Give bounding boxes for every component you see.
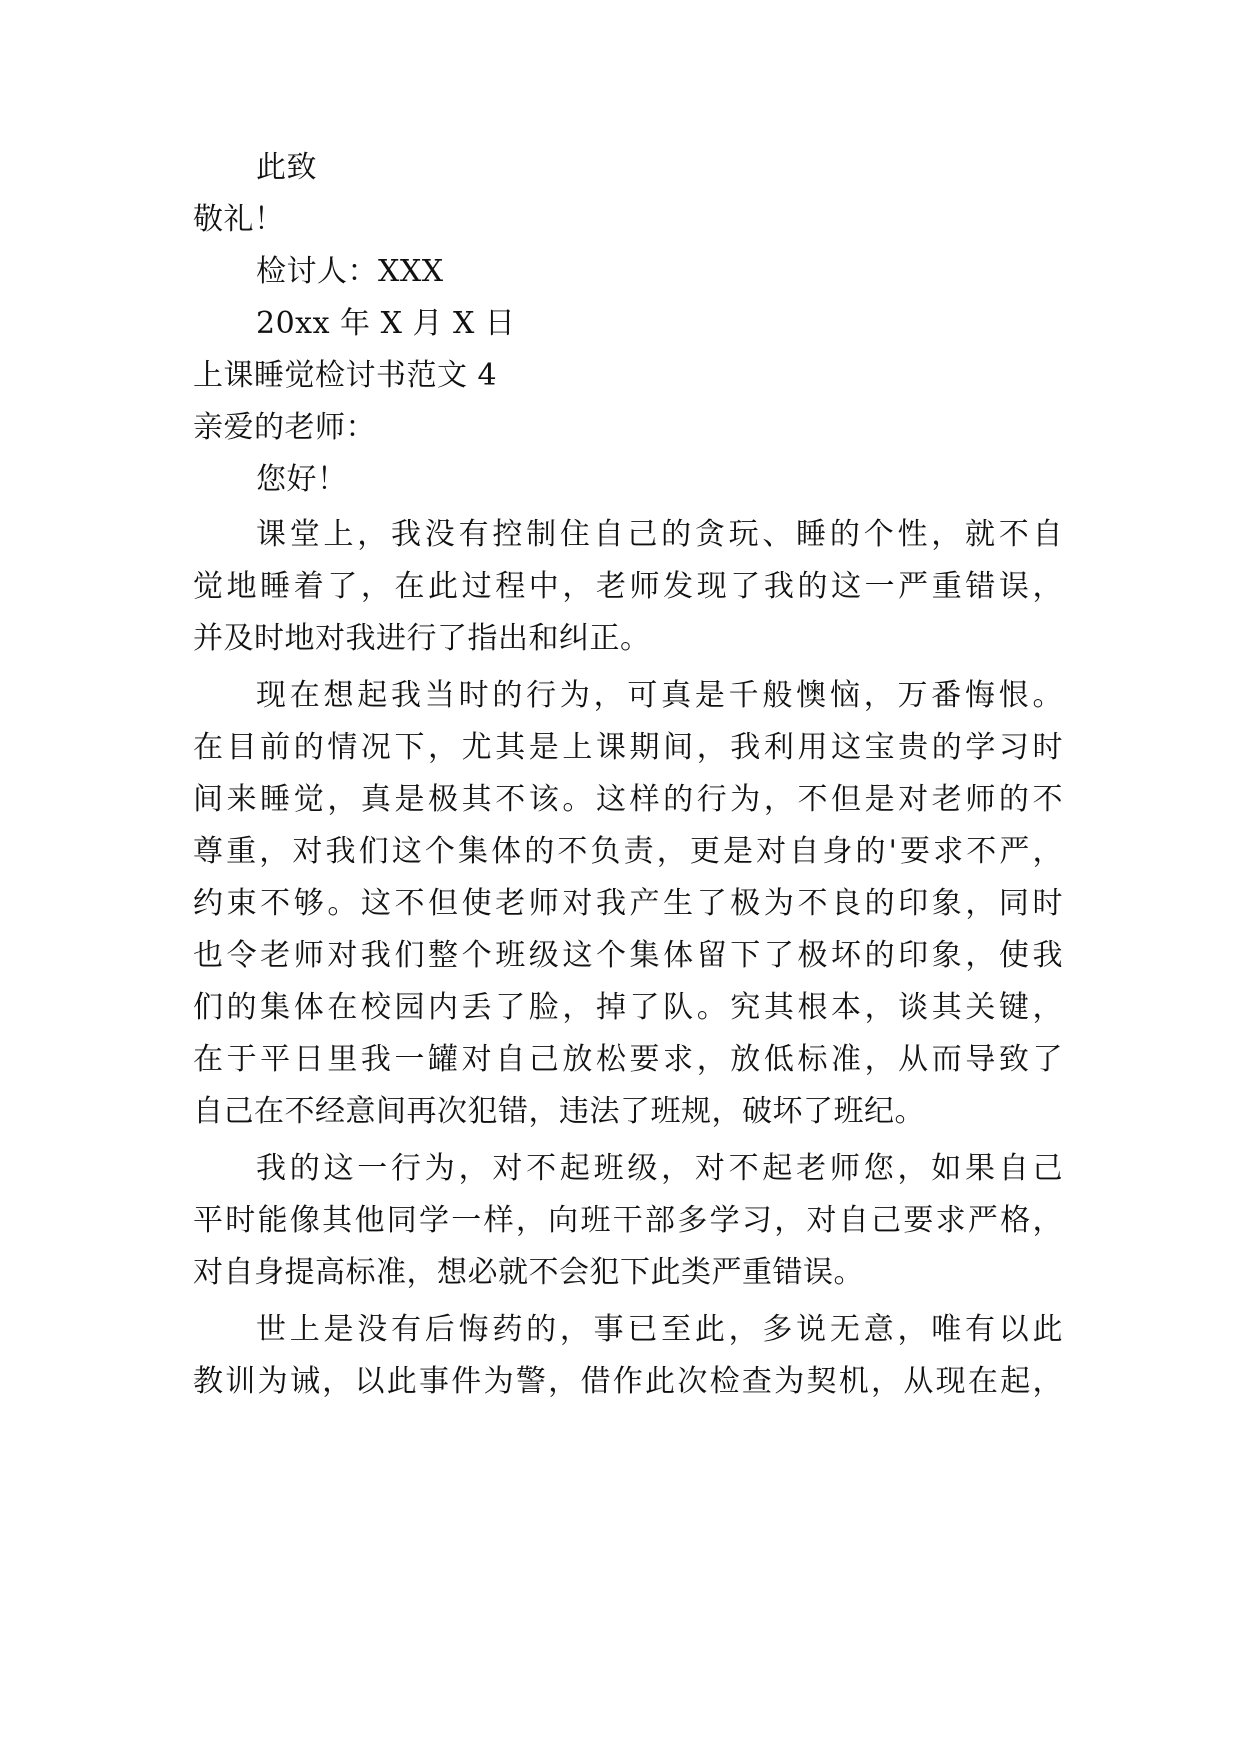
paragraph-2-line-1: 现在想起我当时的行为，可真是千般懊恼，万番悔恨。 — [256, 678, 1063, 713]
paragraph-4-line-2: 教训为诫，以此事件为警，借作此次检查为契机，从现在起， — [193, 1364, 1063, 1399]
paragraph-2-line-2: 在目前的情况下，尤其是上课期间，我利用这宝贵的学习时 — [193, 730, 1063, 765]
signer-line: 检讨人：XXX — [256, 254, 444, 289]
closing-jing-li: 敬礼！ — [193, 202, 285, 237]
salutation: 亲爱的老师： — [193, 410, 376, 445]
paragraph-1-line-1: 课堂上，我没有控制住自己的贪玩、睡的个性，就不自 — [256, 517, 1063, 552]
paragraph-2-line-5: 约束不够。这不但使老师对我产生了极为不良的印象，同时 — [193, 886, 1063, 921]
paragraph-3-line-2: 平时能像其他同学一样，向班干部多学习，对自己要求严格， — [193, 1203, 1063, 1238]
date-line: 20xx 年 X 月 X 日 — [256, 306, 516, 341]
paragraph-2-line-8: 在于平日里我一罐对自己放松要求，放低标准，从而导致了 — [193, 1042, 1063, 1077]
paragraph-1-line-3: 并及时地对我进行了指出和纠正。 — [193, 621, 651, 656]
paragraph-1-line-2: 觉地睡着了，在此过程中，老师发现了我的这一严重错误， — [193, 569, 1063, 604]
closing-ci-zhi: 此致 — [256, 150, 317, 185]
paragraph-3-line-3: 对自身提高标准，想必就不会犯下此类严重错误。 — [193, 1255, 864, 1290]
greeting: 您好！ — [256, 462, 348, 497]
paragraph-2-line-6: 也令老师对我们整个班级这个集体留下了极坏的印象，使我 — [193, 938, 1063, 973]
paragraph-2-line-7: 们的集体在校园内丢了脸，掉了队。究其根本，谈其关键， — [193, 990, 1063, 1025]
paragraph-4-line-1: 世上是没有后悔药的，事已至此，多说无意，唯有以此 — [256, 1312, 1063, 1347]
paragraph-2-line-9: 自己在不经意间再次犯错，违法了班规，破坏了班纪。 — [193, 1094, 925, 1129]
paragraph-2-line-3: 间来睡觉，真是极其不该。这样的行为，不但是对老师的不 — [193, 782, 1063, 817]
paragraph-2-line-4: 尊重，对我们这个集体的不负责，更是对自身的'要求不严， — [193, 834, 1063, 869]
paragraph-3-line-1: 我的这一行为，对不起班级，对不起老师您，如果自己 — [256, 1151, 1063, 1186]
section-title: 上课睡觉检讨书范文 4 — [193, 358, 498, 393]
